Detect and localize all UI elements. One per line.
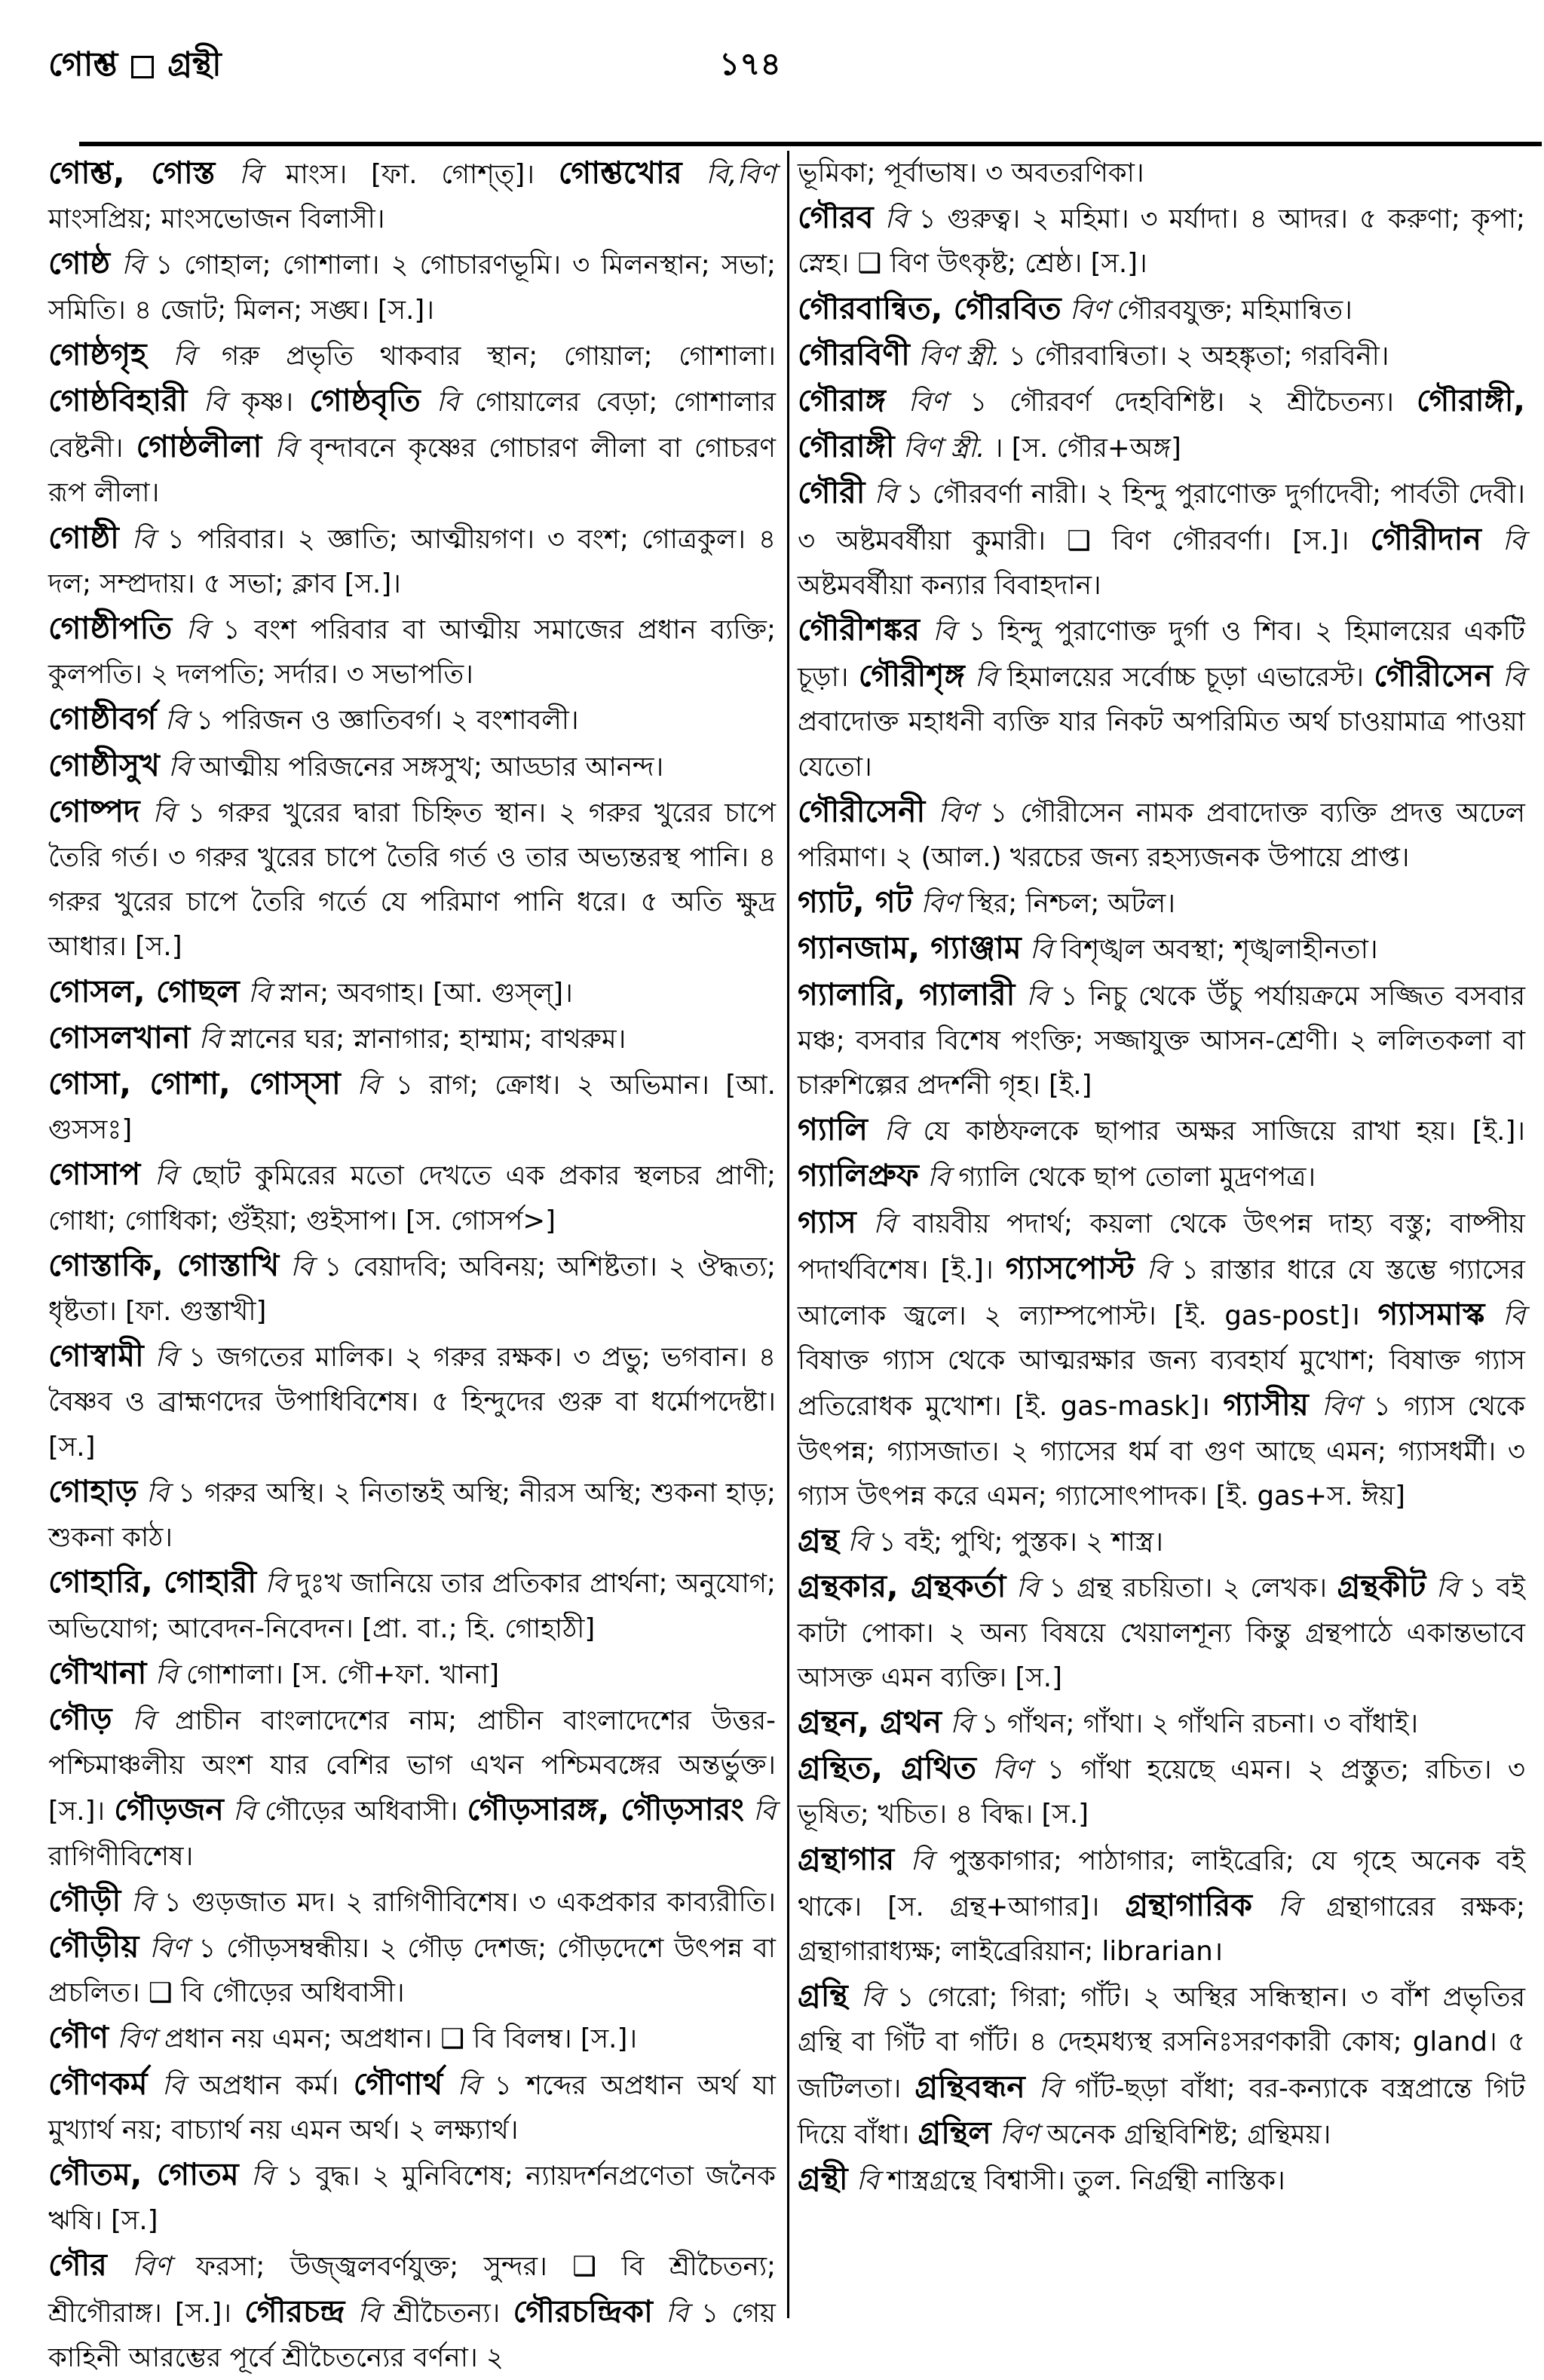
definition: ১ গৌরবর্ণা নারী। ২ হিন্দু পুরাণোক্ত দুর্গাদেবী; পার্বতী দেবী। ৩ অষ্টমবর্ষীয়া কুমারী। ❑ বিণ গৌরবর্ণা। [স.]।	[798, 479, 1525, 556]
dictionary-entry	[48, 1560, 776, 1650]
part-of-speech: বি	[357, 1070, 380, 1101]
definition: ১ নিচু থেকে উঁচু পর্যায়ক্রমে সজ্জিত বসবার মঞ্চ; বসবার বিশেষ পংক্তি; সজ্জাযুক্ত আসন-শ্রেণী। ২ ললিতকলা বা চারুশিল্পের প্রদর্শনী গৃহ। [ই.]	[798, 980, 1525, 1101]
headword: গোশ্তখোর	[558, 155, 682, 191]
dictionary-entry	[798, 1200, 1525, 1518]
headword: গোষ্ঠবিহারী	[48, 382, 188, 419]
part-of-speech: বি	[1435, 1573, 1459, 1604]
headword: গৌরবান্বিত, গৌরবিত	[798, 289, 1062, 326]
definition: ১ বই কাটা পোকা। ২ অন্য বিষয়ে খেয়ালশূন্য কিন্তু গ্রন্থপাঠে একান্তভাবে আসক্ত এমন ব্যক্তি। [স.]	[798, 1573, 1525, 1693]
dictionary-entry	[48, 1061, 776, 1152]
headword: গ্রন্থি	[798, 1977, 848, 2014]
headword: গৌণ	[48, 2019, 109, 2056]
part-of-speech: বি	[131, 523, 155, 555]
part-of-speech: বি	[1016, 1573, 1039, 1604]
part-of-speech: বি	[173, 340, 196, 372]
part-of-speech: বিণ	[117, 2023, 156, 2055]
part-of-speech: বি	[203, 387, 226, 418]
dictionary-entry	[48, 2243, 776, 2380]
headword: গ্যালি	[798, 1111, 868, 1148]
dictionary-entry	[48, 2152, 776, 2243]
definition: গৌরবযুক্ত; মহিমান্বিত।	[1117, 294, 1353, 326]
dictionary-entry	[798, 1564, 1525, 1700]
dictionary-entry	[798, 789, 1525, 880]
part-of-speech: বি	[130, 1886, 154, 1918]
definition: ১ গৌরবর্ণ দেহবিশিষ্ট। ২ শ্রীচৈতন্য।	[970, 387, 1394, 418]
part-of-speech: বি	[155, 1659, 178, 1690]
headword: গ্রন্থাগার	[798, 1840, 895, 1877]
part-of-speech: বি	[1146, 1254, 1169, 1285]
definition: হিমালয়ের সর্বোচ্চ চূড়া এভারেস্ট।	[1007, 662, 1365, 694]
part-of-speech: বি	[1503, 525, 1525, 556]
headword: গৌড়	[48, 1700, 112, 1737]
definition: ১ রাগ; ক্রোধ। ২ অভিমান। [আ. গুসসঃ]	[48, 1070, 776, 1146]
part-of-speech: বি	[132, 1705, 155, 1736]
definition: ১ পরিজন ও জ্ঞাতিবর্গ। ২ বংশাবলী।	[196, 705, 579, 737]
dictionary-entry	[798, 378, 1525, 470]
part-of-speech: বিণ	[992, 1754, 1031, 1786]
definition: ১ জগতের মালিক। ২ গরুর রক্ষক। ৩ প্রভু; ভগবান। ৪ বৈষ্ণব ও ব্রাহ্মণদের উপাধিবিশেষ। ৫ হিন্দুদের গুরু বা ধর্মোপদেষ্টা। [স.]	[48, 1342, 776, 1463]
headword: গৌণার্থ	[353, 2065, 443, 2102]
part-of-speech: বি	[666, 2297, 688, 2329]
headword: গৌরীসেন	[1374, 657, 1493, 694]
headword: গৌরচন্দ্রিকা	[513, 2293, 653, 2329]
definition: আত্মীয় পরিজনের সঙ্গসুখ; আড্ডার আনন্দ।	[199, 751, 664, 783]
part-of-speech: বি	[1026, 980, 1049, 1012]
definition: গোয়ালের বেড়া; গোশালার বেষ্টনী।	[48, 387, 777, 464]
definition: ১ গুড়জাত মদ। ২ রাগিণীবিশেষ। ৩ একপ্রকার কাব্যরীতি।	[164, 1886, 776, 1918]
headword: গৌরব	[798, 199, 874, 236]
headword: গোষ্পদ	[48, 792, 140, 829]
part-of-speech: বি	[861, 1982, 884, 2014]
column-divider	[787, 151, 789, 2318]
headword: গোসা, গোশা, গোস্সা	[48, 1065, 341, 1102]
dictionary-entry	[798, 926, 1525, 972]
definition: ১ গৌরীসেন নামক প্রবাদোক্ত ব্যক্তি প্রদত্ত অঢেল পরিমাণ। ২ (আল.) খরচের জন্য রহস্যজনক উপায়ে প্রাপ্ত।	[798, 797, 1525, 874]
part-of-speech: বি	[146, 1477, 170, 1509]
part-of-speech: বি,বিণ	[706, 159, 776, 190]
dictionary-entry	[48, 1879, 776, 2016]
headword: গোষ্ঠবৃতি	[309, 382, 421, 419]
header-rule	[79, 142, 1542, 146]
dictionary-entry	[798, 1746, 1525, 1836]
part-of-speech: বি	[950, 1708, 973, 1739]
headword: গ্যাস	[798, 1203, 856, 1240]
dictionary-entry	[798, 1837, 1525, 1974]
headword: গ্রন্থকীট	[1337, 1568, 1426, 1605]
part-of-speech: বিণ	[1322, 1391, 1361, 1423]
part-of-speech: বি	[910, 1845, 933, 1876]
definition: স্থির; নিশ্চল; অটল।	[968, 888, 1175, 920]
definition: ফরসা; উজ্জ্বলবর্ণযুক্ত; সুন্দর। ❑ বি শ্রীচৈতন্য; শ্রীগৌরাঙ্গ। [স.]।	[48, 2251, 776, 2329]
part-of-speech: বি	[1278, 1891, 1300, 1922]
headword: গোষ্ঠী	[48, 519, 119, 556]
headword: গ্রন্থ	[798, 1522, 839, 1559]
part-of-speech: বিণ স্ত্রী.	[918, 340, 1000, 372]
headword: গ্রন্থী	[798, 2160, 848, 2197]
definition: ১ গৌরবান্বিতা। ২ অহঙ্কৃতা; গরবিনী।	[1008, 340, 1389, 372]
dictionary-entry	[48, 2015, 776, 2061]
dictionary-entry	[48, 697, 776, 743]
definition: প্রাচীন বাংলাদেশের নাম; প্রাচীন বাংলাদেশের উত্তর-পশ্চিমাঞ্চলীয় অংশ যার বেশির ভাগ এখন পশ্চিমবঙ্গের অন্তর্ভুক্ত। [স.]।	[48, 1705, 776, 1827]
dictionary-entry	[798, 286, 1525, 332]
definition: ১ বংশ পরিবার বা আত্মীয় সমাজের প্রধান ব্যক্তি; কুলপতি। ২ দলপতি; সর্দার। ৩ সভাপতি।	[48, 614, 776, 691]
right-column	[798, 151, 1525, 2322]
definition: গৌড়ের অধিবাসী।	[265, 1796, 458, 1827]
definition: ১ গোহাল; গোশালা। ২ গোচারণভূমি। ৩ মিলনস্থান; সভা; সমিতি। ৪ জোট; মিলন; সঙ্ঘ। [স.]।	[48, 250, 776, 326]
part-of-speech: বি	[357, 2297, 381, 2329]
dictionary-entry	[48, 743, 776, 789]
headword: গ্যাসীয়	[1223, 1386, 1309, 1423]
headword: গৌরীশৃঙ্গ	[858, 657, 965, 694]
guide-words	[48, 39, 222, 94]
dictionary-entry	[48, 969, 776, 1015]
dictionary-entry	[48, 1334, 776, 1469]
dictionary-entry	[48, 1697, 776, 1879]
definition: গ্যালি থেকে ছাপ তোলা মুদ্রণপত্র।	[958, 1162, 1316, 1193]
headword: গ্যাট, গট	[798, 884, 913, 920]
definition: ছোট কুমিরের মতো দেখতে এক প্রকার স্থলচর প্রাণী; গোধা; গোধিকা; গুঁইয়া; গুইসাপ। [স. গোসর্প>]	[48, 1160, 776, 1236]
headword: গ্রন্থিবন্ধন	[914, 2068, 1025, 2105]
headword: গোসল, গোছল	[48, 973, 240, 1009]
headword: গোসাপ	[48, 1156, 141, 1193]
definition: যে কাষ্ঠফলকে ছাপার অক্ষর সাজিয়ে রাখা হয়। [ই.]।	[923, 1116, 1525, 1147]
definition: ১ গ্রন্থ রচয়িতা। ২ লেখক।	[1049, 1573, 1328, 1604]
headword: গৌরীশঙ্কর	[798, 611, 920, 648]
headword: গোষ্ঠগৃহ	[48, 335, 147, 372]
part-of-speech: বিণ	[921, 888, 960, 920]
part-of-speech: বি	[274, 433, 298, 464]
part-of-speech: বি	[265, 1568, 288, 1600]
part-of-speech: বি	[121, 250, 145, 281]
headword: গৌরচন্দ্র	[244, 2293, 345, 2329]
definition: ১ শব্দের অপ্রধান অর্থ যা মুখ্যার্থ নয়; বাচ্যার্থ নয় এমন অর্থ। ২ লক্ষ্যার্থ।	[48, 2069, 776, 2146]
part-of-speech: বি	[457, 2069, 480, 2101]
guide-word-last: গ্রন্থী	[167, 45, 222, 84]
definition: ১ গেরো; গিরা; গাঁট। ২ অস্থির সন্ধিস্থান। ৩ বাঁশ প্রভৃতির গ্রন্থি বা গিঁট বা গাঁট। ৪ দেহমধ্যস্থ রসনিঃসরণকারী কোষ; gland। ৫ জটিলতা।	[798, 1982, 1525, 2104]
part-of-speech: বি	[233, 1796, 256, 1827]
part-of-speech: বি	[239, 159, 262, 190]
dictionary-entry	[798, 1107, 1525, 1199]
guide-word-first: গোশ্ত	[48, 45, 118, 84]
definition: বায়বীয় পদার্থ; কয়লা থেকে উৎপন্ন দাহ্য বস্তু; বাষ্পীয় পদার্থবিশেষ। [ই.]।	[798, 1208, 1525, 1285]
part-of-speech: বি	[161, 2069, 185, 2101]
dictionary-entry	[48, 241, 776, 332]
definition: বিশৃঙ্খল অবস্থা; শৃঙ্খলাহীনতা।	[1061, 934, 1378, 966]
definition: প্রবাদোক্ত মহাধনী ব্যক্তি যার নিকট অপরিমিত অর্থ চাওয়ামাত্র পাওয়া যেতো।	[798, 706, 1525, 783]
part-of-speech: বি	[874, 479, 897, 510]
part-of-speech: বিণ	[1070, 294, 1109, 326]
headword: গৌর	[48, 2247, 107, 2284]
definition: অষ্টমবর্ষীয়া কন্যার বিবাহদান।	[798, 569, 1101, 601]
headword: গ্রন্থকার, গ্রন্থকর্তা	[798, 1568, 1006, 1605]
definition: ১ রাস্তার ধারে যে স্তম্ভে গ্যাসের আলোক জ্বলে। ২ ল্যাম্পপোস্ট। [ই. gas-post]।	[798, 1254, 1525, 1332]
headword: গ্রন্থন, গ্রথন	[798, 1703, 942, 1740]
headword: গোস্বামী	[48, 1337, 144, 1374]
page-number: ১৭৪	[719, 45, 781, 82]
part-of-speech: বিণ	[149, 1932, 188, 1964]
part-of-speech: বি	[251, 2160, 274, 2192]
page-header	[48, 18, 1496, 101]
part-of-speech: বি	[247, 977, 271, 1009]
headword: গোসলখানা	[48, 1018, 191, 1055]
dictionary-entry	[48, 789, 776, 969]
definition: ১ গাঁথন; গাঁথা। ২ গাঁথনি রচনা। ৩ বাঁধাই।	[981, 1708, 1419, 1739]
definition: কৃষ্ণ।	[241, 387, 294, 418]
dictionary-entry	[798, 880, 1525, 926]
definition: বিষাক্ত গ্যাস থেকে আত্মরক্ষার জন্য ব্যবহার্য মুখোশ; বিষাক্ত গ্যাস প্রতিরোধক মুখোশ। [ই. gas-mask]।	[798, 1345, 1525, 1423]
part-of-speech: বিণ	[938, 797, 977, 829]
dictionary-entry	[798, 151, 1525, 195]
definition: গাঁট-ছড়া বাঁধা; বর-কন্যাকে বস্ত্রপ্রান্তে গিট দিয়ে বাঁধা।	[798, 2072, 1525, 2150]
definition: গ্রন্থাগারের রক্ষক; গ্রন্থাগারাধ্যক্ষ; লাইব্রেরিয়ান; librarian।	[798, 1891, 1525, 1967]
definition: ভূমিকা; পূর্বাভাষ। ৩ অবতরণিকা।	[798, 158, 1144, 188]
definition: অপ্রধান কর্ম।	[199, 2069, 339, 2101]
part-of-speech: বিণ	[132, 2251, 171, 2283]
definition: ১ বেয়াদবি; অবিনয়; অশিষ্টতা। ২ ঔদ্ধত্য; ধৃষ্টতা। [ফা. গুস্তাখী]	[48, 1251, 776, 1328]
definition: পুস্তকাগার; পাঠাগার; লাইব্রেরি; যে গৃহে অনেক বই থাকে। [স. গ্রন্থ+আগার]।	[798, 1845, 1525, 1922]
definition: মাংস। [ফা. গোশ্ত্]।	[285, 159, 535, 190]
dictionary-entry	[48, 1469, 776, 1560]
part-of-speech: বিণ	[1000, 2118, 1039, 2150]
dictionary-entry	[798, 608, 1525, 789]
part-of-speech: বি	[436, 387, 459, 418]
headword: গোষ্ঠ	[48, 245, 111, 282]
dictionary-entry	[48, 1015, 776, 1061]
headword: গৌরাঙ্গী, গৌরাঙ্গী	[798, 382, 1526, 465]
definition: শ্রীচৈতন্য।	[393, 2297, 501, 2329]
dictionary-entry	[798, 470, 1525, 608]
headword: গোহাড়	[48, 1472, 138, 1509]
headword: গ্রন্থিত, গ্রথিত	[798, 1750, 977, 1787]
part-of-speech: বিণ	[908, 387, 948, 418]
dictionary-entry	[798, 195, 1525, 286]
definition: ১ গরুর খুরের দ্বারা চিহ্নিত স্থান। ২ গরুর খুরের চাপে তৈরি গর্ত। ৩ গরুর খুরের চাপে তৈরি গর্ত ও তার অভ্যন্তরস্থ পানি। ৪ গরুর খুরের চাপে তৈরি গর্তে যে পরিমাণ পানি ধরে। ৫ অতি ক্ষুদ্র আধার। [স.]	[48, 797, 776, 963]
definition: গোশালা। [স. গৌ+ফা. খানা]	[185, 1659, 500, 1690]
dictionary-entry	[798, 1974, 1525, 2157]
headword: গ্যালারি, গ্যালারী	[798, 976, 1016, 1012]
part-of-speech: বি	[290, 1251, 314, 1282]
dictionary-entry	[48, 1152, 776, 1242]
headword: গৌড়ী	[48, 1882, 121, 1919]
part-of-speech: বি	[927, 1162, 951, 1193]
part-of-speech: বি	[753, 1796, 776, 1827]
part-of-speech: বি	[155, 1160, 177, 1192]
definition: মাংসপ্রিয়; মাংসভোজন বিলাসী।	[48, 204, 385, 235]
definition: স্নানের ঘর; স্নানাগার; হাম্মাম; বাথরুম।	[229, 1023, 626, 1055]
definition: শাস্ত্রগ্রন্থে বিশ্বাসী। তুল. নির্গ্রন্থী নাস্তিক।	[887, 2164, 1285, 2196]
headword: গোস্তাকি, গোস্তাখি	[48, 1246, 280, 1283]
dictionary-entry	[48, 1651, 776, 1697]
part-of-speech: বি	[974, 662, 997, 694]
headword: গোহারি, গোহারী	[48, 1564, 257, 1600]
part-of-speech: বি	[1038, 2072, 1062, 2104]
definition: ১ গেয় কাহিনী আরম্ভের পূর্বে শ্রীচৈতন্যের বর্ণনা। ২	[48, 2297, 776, 2373]
headword: গোশ্ত, গোস্ত	[48, 155, 216, 191]
definition: গরু প্রভৃতি থাকবার স্থান; গোয়াল; গোশালা।	[221, 340, 776, 372]
part-of-speech: বি	[1503, 1300, 1525, 1332]
dictionary-entry	[48, 2062, 776, 2152]
definition: ১ হিন্দু পুরাণোক্ত দুর্গা ও শিব। ২ হিমালয়ের একটি চূড়া।	[798, 616, 1525, 694]
headword: গ্যানজাম, গ্যাঞ্জাম	[798, 930, 1022, 966]
definition: ১ গাঁথা হয়েছে এমন। ২ প্রস্তুত; রচিত। ৩ ভূষিত; খচিত। ৪ বিদ্ধ। [স.]	[798, 1754, 1525, 1830]
part-of-speech: বি	[168, 751, 191, 783]
headword: গৌড়সারঙ্গ, গৌড়সারং	[467, 1791, 744, 1828]
definition: ১ গ্যাস থেকে উৎপন্ন; গ্যাসজাত। ২ গ্যাসের ধর্ম বা গুণ আছে এমন; গ্যাসধর্মী। ৩ গ্যাস উৎপন্ন করে এমন; গ্যাসোৎপাদক। [ই. gas+স. ঈয়]	[798, 1391, 1525, 1512]
part-of-speech: বি	[185, 614, 209, 646]
definition: ১ পরিবার। ২ জ্ঞাতি; আত্মীয়গণ। ৩ বংশ; গোত্রকুল। ৪ দল; সম্প্রদায়। ৫ সভা; ক্লাব [স.]।	[48, 523, 776, 599]
headword: গৌণকর্ম	[48, 2065, 148, 2102]
headword: গৌরাঙ্গ	[798, 382, 886, 419]
dictionary-entry	[48, 516, 776, 606]
definition: অনেক গ্রন্থিবিশিষ্ট; গ্রন্থিময়।	[1046, 2118, 1331, 2150]
definition: স্নান; অবগাহ। [আ. গুস্ল্]।	[279, 977, 573, 1009]
part-of-speech: বি	[198, 1023, 222, 1055]
dictionary-entry	[798, 1518, 1525, 1564]
headword: গোষ্ঠীসুখ	[48, 746, 160, 783]
headword: গ্যাসপোস্ট	[1005, 1249, 1135, 1286]
part-of-speech: বি	[164, 705, 188, 737]
definition: ১ গুরুত্ব। ২ মহিমা। ৩ মর্যাদা। ৪ আদর। ৫ করুণা; কৃপা; স্নেহ। ❑ বিণ উৎকৃষ্ট; শ্রেষ্ঠ। [স.]।	[798, 204, 1525, 280]
dictionary-entry	[798, 2157, 1525, 2203]
definition: ১ বই; পুথি; পুস্তক। ২ শাস্ত্র।	[878, 1527, 1163, 1558]
headword: গোষ্ঠীপতি	[48, 610, 173, 647]
definition: । [স. গৌর+অঙ্গ]	[993, 433, 1181, 464]
headword: গোষ্ঠীবর্গ	[48, 700, 157, 737]
dictionary-entry	[798, 973, 1525, 1108]
dictionary-entry	[48, 332, 776, 516]
separator-box-icon	[131, 56, 154, 78]
part-of-speech: বি	[933, 616, 956, 648]
headword: গ্যালিপ্রুফ	[798, 1157, 919, 1194]
part-of-speech: বি	[1503, 662, 1525, 694]
definition: রাগিণীবিশেষ।	[48, 1840, 194, 1872]
headword: গৌড়ীয়	[48, 1928, 139, 1965]
dictionary-entry	[48, 606, 776, 697]
part-of-speech: বি	[884, 1116, 907, 1147]
part-of-speech: বি	[847, 1527, 871, 1558]
part-of-speech: বি	[856, 2164, 879, 2196]
part-of-speech: বি	[873, 1208, 896, 1239]
headword: গ্রন্থাগারিক	[1125, 1886, 1252, 1923]
dictionary-entry	[48, 151, 776, 241]
headword: গৌরীদান	[1370, 520, 1481, 557]
part-of-speech: বিণ স্ত্রী.	[902, 433, 985, 464]
left-column	[48, 151, 777, 2373]
headword: গ্রন্থিল	[918, 2114, 991, 2151]
definition: দুঃখ জানিয়ে তার প্রতিকার প্রার্থনা; অনুযোগ; অভিযোগ; আবেদন-নিবেদন। [প্রা. বা.; হি. গোহাঠী]	[48, 1568, 776, 1644]
definition: ১ গৌড়সম্বন্ধীয়। ২ গৌড় দেশজ; গৌড়দেশে উৎপন্ন বা প্রচলিত। ❑ বি গৌড়ের অধিবাসী।	[48, 1932, 776, 2009]
definition: প্রধান নয় এমন; অপ্রধান। ❑ বি বিলম্ব। [স.]।	[164, 2023, 638, 2055]
headword: গৌরী	[798, 474, 865, 511]
headword: গৌরবিণী	[798, 335, 910, 372]
definition: ১ বুদ্ধ। ২ মুনিবিশেষ; ন্যায়দর্শনপ্রণেতা জনৈক ঋষি। [স.]	[48, 2160, 776, 2237]
headword: গৌখানা	[48, 1654, 147, 1691]
headword: গ্যাসমাস্ক	[1377, 1296, 1485, 1333]
dictionary-entry	[48, 1243, 776, 1334]
definition: বৃন্দাবনে কৃষ্ণের গোচারণ লীলা বা গোচরণ রূপ লীলা।	[48, 433, 776, 509]
headword: গৌড়জন	[114, 1791, 224, 1828]
headword: গৌতম, গোতম	[48, 2155, 239, 2192]
dictionary-entry	[798, 332, 1525, 378]
part-of-speech: বি	[884, 204, 908, 235]
part-of-speech: বি	[1029, 934, 1052, 966]
headword: গোষ্ঠলীলা	[136, 428, 262, 465]
headword: গৌরীসেনী	[798, 792, 926, 829]
part-of-speech: বি	[152, 797, 176, 829]
dictionary-entry	[798, 1700, 1525, 1746]
part-of-speech: বি	[155, 1342, 178, 1374]
definition: ১ গরুর অস্থি। ২ নিতান্তই অস্থি; নীরস অস্থি; শুকনা হাড়; শুকনা কাঠ।	[48, 1477, 776, 1554]
